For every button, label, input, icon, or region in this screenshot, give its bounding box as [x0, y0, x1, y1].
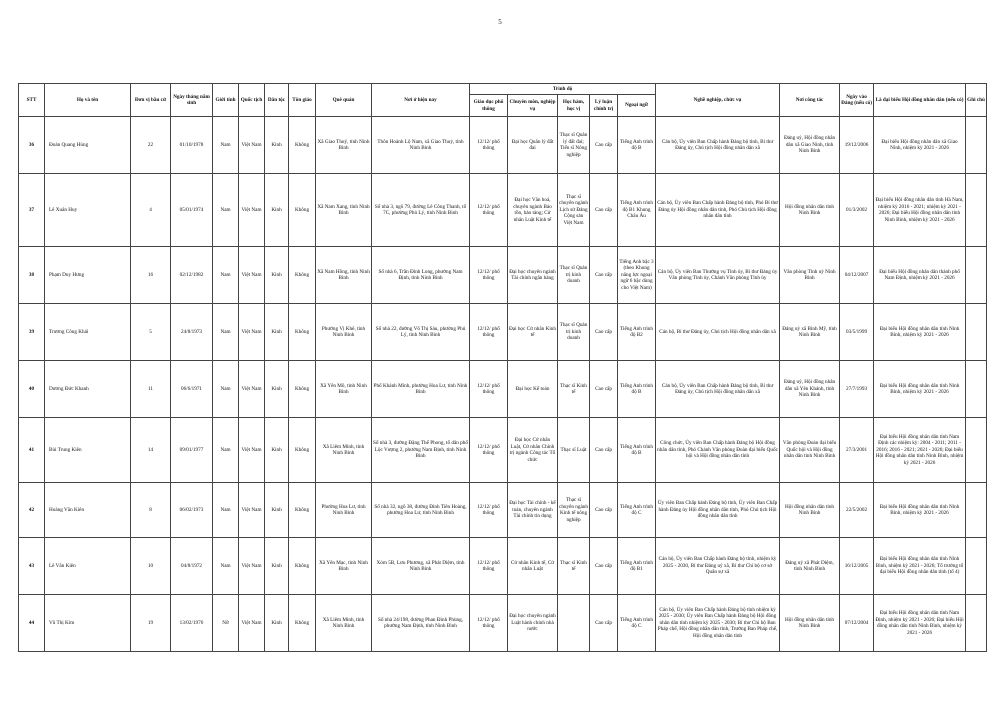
cell-religion: Không — [289, 595, 316, 652]
cell-professional: Cử nhân Kinh tế, Cử nhân Luật — [508, 538, 558, 595]
cell-stt: 37 — [19, 174, 45, 247]
table-body — [19, 117, 987, 652]
cell-general-edu: 12/12/ phổ thông — [470, 174, 508, 247]
cell-stt: 44 — [19, 595, 45, 652]
cell-politics: Cao cấp — [590, 361, 618, 418]
cell-party-date: 16/12/2005 — [840, 538, 874, 595]
cell-language: Tiếng Anh bậc 3 (theo Khung năng lực ngoại ngữ 6 bậc dùng cho Việt Nam) — [618, 247, 656, 304]
cell-politics: Cao cấp — [590, 304, 618, 361]
cell-language: Tiếng Anh trình độ B2 — [618, 304, 656, 361]
cell-stt: 39 — [19, 304, 45, 361]
cell-delegate: Đại biểu Hội đồng nhân dân tỉnh Nam Định, nhiệm kỳ 2021 - 2026; Đại biểu Hội đồng nhân dân tỉnh Ninh Bình, nhiệm kỳ 2021 - 2026 — [874, 595, 966, 652]
cell-general-edu: 12/12/ phổ thông — [470, 117, 508, 174]
header-language: Ngoại ngữ — [618, 95, 656, 117]
cell-degree: Thạc sĩ chuyên ngành Lịch sử Đảng Cộng sản Việt Nam — [558, 174, 590, 247]
cell-dob: 06/6/1971 — [171, 361, 213, 418]
cell-hometown: Xã Giao Thuỷ, tỉnh Ninh Bình — [316, 117, 372, 174]
cell-politics: Cao cấp — [590, 247, 618, 304]
cell-workplace: Hội đồng nhân dân tỉnh Ninh Bình — [780, 174, 840, 247]
header-dob: Ngày tháng năm sinh — [171, 84, 213, 117]
cell-unit: 5 — [131, 304, 171, 361]
cell-dob: 24/8/1973 — [171, 304, 213, 361]
page-number: 5 — [498, 18, 502, 26]
cell-ethnicity: Kinh — [265, 483, 289, 538]
cell-professional: Đại học Cử nhân Kinh tế — [508, 304, 558, 361]
cell-name: Phạm Duy Hưng — [45, 247, 131, 304]
table-row — [19, 174, 987, 247]
cell-ethnicity: Kinh — [265, 117, 289, 174]
cell-stt: 36 — [19, 117, 45, 174]
cell-religion: Không — [289, 418, 316, 483]
cell-general-edu: 12/12/ phổ thông — [470, 418, 508, 483]
cell-stt: 38 — [19, 247, 45, 304]
cell-note — [966, 538, 987, 595]
cell-job: Cán bộ, Ủy viên Ban Chấp hành Đảng bộ tỉnh nhiệm kỳ 2025 - 2030; Ủy viên Ban Chấp hành Đảng bộ Hội đồng nhân dân tỉnh nhiệm kỳ 2025 - 2030; Bí thư Chi bộ Ban Pháp chế, Hội đồng nhân dân tỉnh, Trưởng Ban Pháp chế, Hội đồng nhân dân tỉnh — [656, 595, 780, 652]
cell-professional: Đại học chuyên ngành Luật hành chính nhà nước — [508, 595, 558, 652]
cell-language: Tiếng Anh trình độ B1 — [618, 538, 656, 595]
cell-gender: Nam — [213, 117, 239, 174]
cell-note — [966, 418, 987, 483]
cell-dob: 02/12/1982 — [171, 247, 213, 304]
cell-stt: 40 — [19, 361, 45, 418]
header-name: Họ và tên — [45, 84, 131, 117]
cell-gender: Nam — [213, 361, 239, 418]
cell-name: Trương Công Khải — [45, 304, 131, 361]
cell-stt: 41 — [19, 418, 45, 483]
cell-dob: 13/02/1976 — [171, 595, 213, 652]
cell-dob: 06/02/1973 — [171, 483, 213, 538]
cell-general-edu: 12/12/ phổ thông — [470, 361, 508, 418]
cell-party-date: 01/3/2002 — [840, 174, 874, 247]
cell-hometown: Xã Liêm Minh, tỉnh Ninh Bình — [316, 595, 372, 652]
header-trinh-do: Trình độ — [470, 84, 656, 95]
cell-nationality: Việt Nam — [239, 304, 265, 361]
cell-professional: Đại học Kế toán — [508, 361, 558, 418]
cell-party-date: 19/12/2006 — [840, 117, 874, 174]
cell-degree: Thạc sĩ Quản lý đất đai; Tiến sĩ Nông nghiệp — [558, 117, 590, 174]
cell-dob: 05/01/1974 — [171, 174, 213, 247]
cell-nationality: Việt Nam — [239, 361, 265, 418]
cell-residence: Số nhà 3, đường Đặng Thế Phong, tổ dân phố Lộc Vượng 2, phường Nam Định, tỉnh Ninh Bình — [372, 418, 470, 483]
cell-ethnicity: Kinh — [265, 418, 289, 483]
cell-language: Tiếng Anh trình độ B — [618, 361, 656, 418]
cell-degree: Thạc sĩ Kinh tế — [558, 361, 590, 418]
cell-delegate: Đại biểu Hội đồng nhân dân xã Giao Ninh, nhiệm kỳ 2021 - 2026 — [874, 117, 966, 174]
cell-language: Tiếng Anh trình độ C — [618, 483, 656, 538]
cell-gender: Nam — [213, 483, 239, 538]
cell-gender: Nam — [213, 174, 239, 247]
cell-politics: Cao cấp — [590, 483, 618, 538]
cell-job: Cán bộ, Ủy viên Ban Chấp hành Đảng bộ tỉnh, Bí thư Đảng ủy, Chủ tịch Hội đồng nhân dân xã — [656, 361, 780, 418]
cell-degree: Thạc sĩ chuyên ngành Kinh tế nông nghiệp — [558, 483, 590, 538]
candidate-table — [18, 83, 987, 652]
cell-nationality: Việt Nam — [239, 117, 265, 174]
cell-workplace: Đảng uỷ xã Phát Diệm, tỉnh Ninh Bình — [780, 538, 840, 595]
cell-nationality: Việt Nam — [239, 538, 265, 595]
cell-religion: Không — [289, 304, 316, 361]
cell-politics: Cao cấp — [590, 595, 618, 652]
cell-religion: Không — [289, 483, 316, 538]
cell-note — [966, 595, 987, 652]
cell-nationality: Việt Nam — [239, 247, 265, 304]
cell-politics: Cao cấp — [590, 418, 618, 483]
header-general-edu: Giáo dục phổ thông — [470, 95, 508, 117]
cell-job: Cán bộ, Ủy viên Ban Chấp hành Đảng bộ tỉnh, nhiệm kỳ 2025 - 2030, Bí thư Đảng uỷ xã, Bí thư Chi bộ cơ sở Quân sự xã — [656, 538, 780, 595]
cell-name: Hoàng Văn Kiên — [45, 483, 131, 538]
cell-unit: 4 — [131, 174, 171, 247]
cell-language: Tiếng Anh trình độ B1 Khung Châu Âu — [618, 174, 656, 247]
cell-party-date: 27/3/2001 — [840, 418, 874, 483]
cell-hometown: Xã Nam Xang, tỉnh Ninh Bình — [316, 174, 372, 247]
cell-residence: Phố Khánh Minh, phường Hoa Lư, tỉnh Ninh Bình — [372, 361, 470, 418]
cell-general-edu: 12/12/ phổ thông — [470, 304, 508, 361]
cell-job: Cán bộ, Ủy viên Ban Chấp hành Đảng bộ tỉnh, Bí thư Đảng ủy, Chủ tịch Hội đồng nhân dân xã — [656, 117, 780, 174]
header-unit: Đơn vị bầu cử — [131, 84, 171, 117]
table-row — [19, 304, 987, 361]
cell-workplace: Văn phòng Tỉnh uỷ Ninh Bình — [780, 247, 840, 304]
cell-language: Tiếng Anh trình độ B — [618, 117, 656, 174]
cell-professional: Đại học chuyên ngành Tài chính ngân hàng — [508, 247, 558, 304]
cell-delegate: Đại biểu Hội đồng nhân dân thành phố Nam Định, nhiệm kỳ 2021 - 2026 — [874, 247, 966, 304]
cell-language: Tiếng Anh trình độ B — [618, 418, 656, 483]
cell-hometown: Xã Yên Mô, tỉnh Ninh Bình — [316, 361, 372, 418]
cell-workplace: Hội đồng nhân dân tỉnh Ninh Bình — [780, 595, 840, 652]
cell-delegate: Đại biểu Hội đồng nhân dân tỉnh Ninh Bình, nhiệm kỳ 2021 - 2026 — [874, 483, 966, 538]
cell-stt: 42 — [19, 483, 45, 538]
cell-note — [966, 117, 987, 174]
cell-residence: Số nhà 32, ngõ 38, đường Đinh Tiên Hoàng, phường Hoa Lư, tỉnh Ninh Bình — [372, 483, 470, 538]
header-nationality: Quốc tịch — [239, 84, 265, 117]
cell-ethnicity: Kinh — [265, 361, 289, 418]
cell-general-edu: 12/12/ phổ thông — [470, 538, 508, 595]
cell-party-date: 22/5/2002 — [840, 483, 874, 538]
cell-workplace: Đảng uỷ, Hội đồng nhân dân xã Yên Khánh, tỉnh Ninh Bình — [780, 361, 840, 418]
cell-delegate: Đại biểu Hội đồng nhân dân tỉnh Ninh Bình, nhiệm kỳ 2021 - 2026 — [874, 304, 966, 361]
cell-general-edu: 12/12/ phổ thông — [470, 247, 508, 304]
cell-party-date: 27/7/1993 — [840, 361, 874, 418]
header-stt: STT — [19, 84, 45, 117]
cell-job: Công chức, Ủy viên Ban Chấp hành Đảng bộ Hội đồng nhân dân tỉnh, Phó Chánh Văn phòng Đoàn đại biểu Quốc hội và Hội đồng nhân dân tỉnh — [656, 418, 780, 483]
cell-ethnicity: Kinh — [265, 538, 289, 595]
header-job: Nghề nghiệp, chức vụ — [656, 84, 780, 117]
cell-delegate: Đại biểu Hội đồng nhân dân tỉnh Nam Định các nhiệm kỳ: 2004 - 2011; 2011 - 2016; 2016 - 2021; 2021 - 2026; Đại biểu Hội đồng nhân dân tỉnh Ninh Bình, nhiệm kỳ 2021 - 2026 — [874, 418, 966, 483]
cell-note — [966, 483, 987, 538]
cell-ethnicity: Kinh — [265, 595, 289, 652]
header-party-date: Ngày vào Đảng (nếu có) — [840, 84, 874, 117]
cell-hometown: Phường Hoa Lư, tỉnh Ninh Bình — [316, 483, 372, 538]
cell-general-edu: 12/12/ phổ thông — [470, 595, 508, 652]
cell-stt: 43 — [19, 538, 45, 595]
cell-unit: 22 — [131, 117, 171, 174]
cell-politics: Cao cấp — [590, 174, 618, 247]
cell-unit: 19 — [131, 595, 171, 652]
cell-professional: Đại học Cử nhân Luật, Cử nhân Chính trị ngành Công tác Tổ chức — [508, 418, 558, 483]
cell-nationality: Việt Nam — [239, 595, 265, 652]
cell-workplace: Đảng uỷ, Hội đồng nhân dân xã Giao Ninh, tỉnh Ninh Bình — [780, 117, 840, 174]
cell-note — [966, 247, 987, 304]
cell-name: Dương Đức Khanh — [45, 361, 131, 418]
cell-gender: Nam — [213, 418, 239, 483]
cell-gender: Nam — [213, 247, 239, 304]
header-workplace: Nơi công tác — [780, 84, 840, 117]
cell-unit: 10 — [131, 538, 171, 595]
header-residence: Nơi ở hiện nay — [372, 84, 470, 117]
cell-professional: Đại học Văn hoá, chuyên ngành Bảo tồn, bảo tàng; Cử nhân Luật Kinh tế — [508, 174, 558, 247]
cell-degree: Thạc sĩ Kinh tế — [558, 538, 590, 595]
cell-nationality: Việt Nam — [239, 483, 265, 538]
cell-name: Lê Xuân Huy — [45, 174, 131, 247]
cell-delegate: Đại biểu Hội đồng nhân dân tỉnh Hà Nam, nhiệm kỳ 2016 - 2021; nhiệm kỳ 2021 - 2026; Đại biểu Hội đồng nhân dân tỉnh Ninh Bình, nhiệm kỳ 2021 - 2026 — [874, 174, 966, 247]
cell-hometown: Xã Nam Hồng, tỉnh Ninh Bình — [316, 247, 372, 304]
cell-note — [966, 174, 987, 247]
cell-hometown: Phường Vị Khê, tỉnh Ninh Bình — [316, 304, 372, 361]
cell-residence: Số nhà 24/198, đường Phan Đình Phùng, phường Nam Định, tỉnh Ninh Bình — [372, 595, 470, 652]
cell-unit: 8 — [131, 483, 171, 538]
cell-religion: Không — [289, 174, 316, 247]
cell-unit: 14 — [131, 418, 171, 483]
table-row — [19, 595, 987, 652]
cell-unit: 11 — [131, 361, 171, 418]
cell-language: Tiếng Anh trình độ C — [618, 595, 656, 652]
table-row — [19, 418, 987, 483]
cell-dob: 01/10/1978 — [171, 117, 213, 174]
cell-workplace: Văn phòng Đoàn đại biểu Quốc hội và Hội đồng nhân dân tỉnh Ninh Bình — [780, 418, 840, 483]
cell-residence: Số nhà 22, đường Võ Thị Sáu, phường Phủ Lý, tỉnh Ninh Bình — [372, 304, 470, 361]
table-row — [19, 538, 987, 595]
cell-note — [966, 304, 987, 361]
cell-residence: Số nhà 3, ngõ 79, đường Lê Công Thanh, tổ 7C, phường Phủ Lý, tỉnh Ninh Bình — [372, 174, 470, 247]
cell-job: Cán bộ, Ủy viên Ban Thường vụ Tỉnh ủy, Bí thư Đảng ủy Văn phòng Tỉnh ủy, Chánh Văn phòng Tỉnh ủy — [656, 247, 780, 304]
cell-degree: Thạc sĩ Quản trị kinh doanh — [558, 247, 590, 304]
header-religion: Tôn giáo — [289, 84, 316, 117]
table-row — [19, 483, 987, 538]
cell-name: Đoàn Quang Hùng — [45, 117, 131, 174]
cell-religion: Không — [289, 247, 316, 304]
header-degree: Học hàm, học vị — [558, 95, 590, 117]
cell-degree: Thạc sĩ Luật — [558, 418, 590, 483]
cell-ethnicity: Kinh — [265, 304, 289, 361]
cell-name: Vũ Thị Kim — [45, 595, 131, 652]
header-professional: Chuyên môn, nghiệp vụ — [508, 95, 558, 117]
cell-gender: Nam — [213, 538, 239, 595]
cell-religion: Không — [289, 117, 316, 174]
cell-party-date: 07/12/2004 — [840, 595, 874, 652]
table-row — [19, 247, 987, 304]
cell-job: Cán bộ, Ủy viên Ban Chấp hành Đảng bộ tỉnh, Phó Bí thư Đảng ủy Hội đồng nhân dân tỉnh, Phó Chủ tịch Hội đồng nhân dân tỉnh — [656, 174, 780, 247]
cell-hometown: Xã Liêm Minh, tỉnh Ninh Bình — [316, 418, 372, 483]
cell-ethnicity: Kinh — [265, 174, 289, 247]
cell-religion: Không — [289, 538, 316, 595]
cell-degree — [558, 595, 590, 652]
table-row — [19, 117, 987, 174]
cell-politics: Cao cấp — [590, 117, 618, 174]
cell-name: Lê Văn Kiên — [45, 538, 131, 595]
cell-party-date: 04/12/2007 — [840, 247, 874, 304]
cell-workplace: Hội đồng nhân dân tỉnh Ninh Bình — [780, 483, 840, 538]
cell-professional: Đại học Tài chính - kế toán, chuyên ngành Tài chính tín dụng — [508, 483, 558, 538]
cell-name: Bùi Trung Kiên — [45, 418, 131, 483]
cell-residence: Thôn Hoành Lộ Nam, xã Giao Thuỷ, tỉnh Ninh Bình — [372, 117, 470, 174]
cell-dob: 09/01/1977 — [171, 418, 213, 483]
header-gender: Giới tính — [213, 84, 239, 117]
cell-religion: Không — [289, 361, 316, 418]
cell-note — [966, 361, 987, 418]
cell-professional: Đại học Quân lý đất đai — [508, 117, 558, 174]
cell-general-edu: 12/12/ phổ thông — [470, 483, 508, 538]
cell-gender: Nữ — [213, 595, 239, 652]
cell-dob: 04/8/1972 — [171, 538, 213, 595]
cell-residence: Số nhà 6, Trần Đình Long, phường Nam Định, tỉnh Ninh Bình — [372, 247, 470, 304]
cell-unit: 16 — [131, 247, 171, 304]
cell-gender: Nam — [213, 304, 239, 361]
header-ethnicity: Dân tộc — [265, 84, 289, 117]
cell-nationality: Việt Nam — [239, 418, 265, 483]
cell-workplace: Đảng uỷ xã Bình Mỹ, tỉnh Ninh Bình — [780, 304, 840, 361]
header-hometown: Quê quán — [316, 84, 372, 117]
cell-politics: Cao cấp — [590, 538, 618, 595]
cell-nationality: Việt Nam — [239, 174, 265, 247]
cell-residence: Xóm 5B, Lưu Phương, xã Phát Diệm, tỉnh Ninh Bình — [372, 538, 470, 595]
cell-ethnicity: Kinh — [265, 247, 289, 304]
cell-delegate: Đại biểu Hội đồng nhân dân tỉnh Ninh Bình, nhiệm kỳ 2021 - 2026; Tổ trưởng tổ đại biểu Hội đồng nhân dân tỉnh (tổ 4) — [874, 538, 966, 595]
cell-degree: Thạc sĩ Quản trị kinh doanh — [558, 304, 590, 361]
header-politics: Lý luận chính trị — [590, 95, 618, 117]
cell-delegate: Đại biểu Hội đồng nhân dân tỉnh Ninh Bình, nhiệm kỳ 2021 - 2026 — [874, 361, 966, 418]
cell-job: Ủy viên Ban Chấp hành Đảng bộ tỉnh, Ủy viên Ban Chấp hành Đảng ủy Hội đồng nhân dân tỉnh, Phó Chủ tịch Hội đồng nhân dân tỉnh — [656, 483, 780, 538]
header-note: Ghi chú — [966, 84, 987, 117]
table-row — [19, 361, 987, 418]
header-delegate: Là đại biểu Hội đồng nhân dân (nếu có) — [874, 84, 966, 117]
cell-job: Cán bộ, Bí thư Đảng ủy, Chủ tịch Hội đồng nhân dân xã — [656, 304, 780, 361]
cell-party-date: 03/5/1999 — [840, 304, 874, 361]
cell-hometown: Xã Yên Mạc, tỉnh Ninh Bình — [316, 538, 372, 595]
